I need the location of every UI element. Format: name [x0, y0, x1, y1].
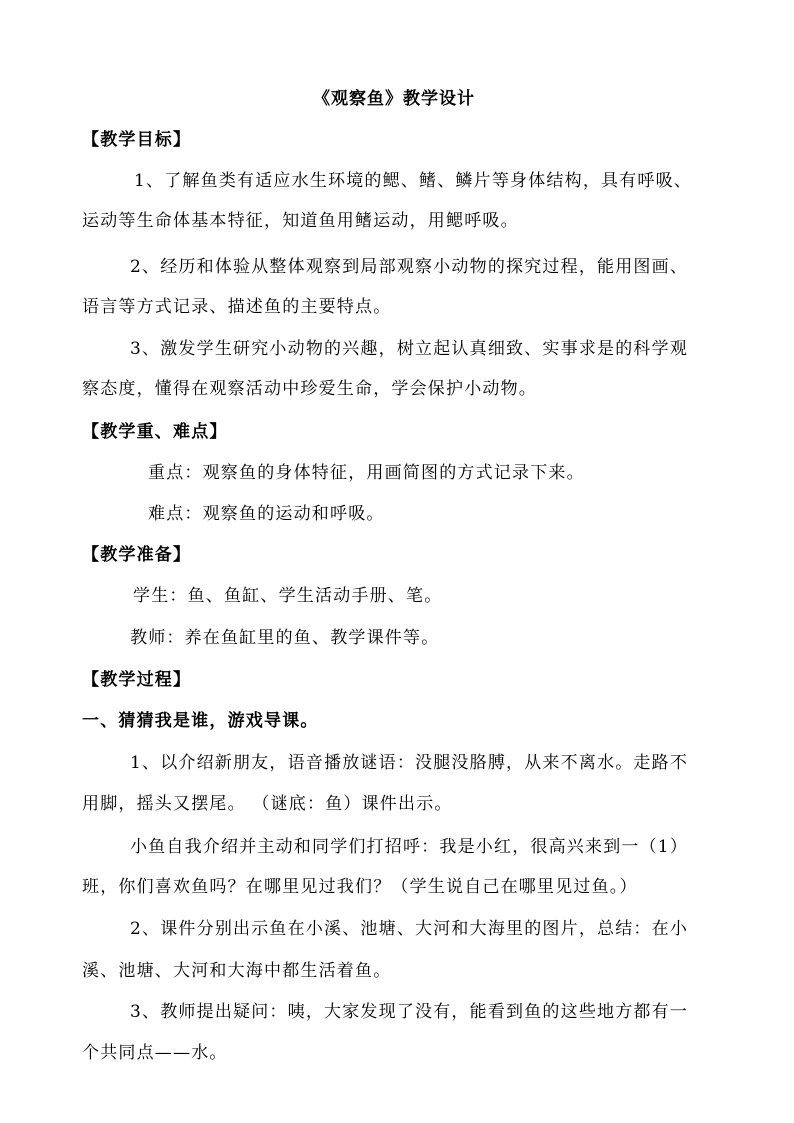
document-title: 《观察鱼》教学设计 [313, 89, 475, 109]
preparation-students: 学生：鱼、鱼缸、学生活动手册、笔。 [133, 586, 443, 606]
process-step-2-line-2: 溪、池塘、大河和大海中都生活着鱼。 [82, 961, 392, 981]
section-heading-process: 【教学过程】 [82, 670, 192, 690]
section-heading-goals: 【教学目标】 [82, 130, 192, 150]
section-heading-key-points: 【教学重、难点】 [82, 422, 228, 442]
section-heading-preparation: 【教学准备】 [82, 545, 192, 565]
goal-2-line-2: 语言等方式记录、描述鱼的主要特点。 [82, 297, 392, 317]
difficult-point-text: 难点：观察鱼的运动和呼吸。 [148, 504, 385, 524]
goal-1-line-1: 1、了解鱼类有适应水生环境的鳃、鳍、鳞片等身体结构，具有呼吸、 [134, 171, 693, 191]
goal-1-line-2: 运动等生命体基本特征，知道鱼用鳍运动，用鳃呼吸。 [82, 211, 519, 231]
process-step-3-line-1: 3、教师提出疑问：咦，大家发现了没有，能看到鱼的这些地方都有一 [130, 1002, 689, 1022]
process-step-2-line-1: 2、课件分别出示鱼在小溪、池塘、大河和大海里的图片，总结：在小 [130, 919, 689, 939]
process-step-1-line-2: 用脚，摇头又摆尾。 （谜底：鱼）课件出示。 [82, 794, 453, 814]
preparation-teacher: 教师：养在鱼缸里的鱼、教学课件等。 [130, 628, 440, 648]
goal-2-line-1: 2、经历和体验从整体观察到局部观察小动物的探究过程，能用图画、 [130, 257, 689, 277]
goal-3-line-1: 3、激发学生研究小动物的兴趣，树立起认真细致、实事求是的科学观 [130, 339, 689, 359]
key-point-text: 重点：观察鱼的身体特征，用画简图的方式记录下来。 [148, 463, 585, 483]
process-step-3-line-2: 个共同点——水。 [82, 1043, 228, 1063]
process-part-1-heading: 一、猜猜我是谁，游戏导课。 [82, 711, 319, 731]
goal-3-line-2: 察态度，懂得在观察活动中珍爱生命，学会保护小动物。 [82, 379, 537, 399]
process-step-1b-line-2: 班，你们喜欢鱼吗？在哪里见过我们？（学生说自己在哪里见过鱼。） [82, 877, 638, 897]
process-step-1b-line-1: 小鱼自我介绍并主动和同学们打招呼：我是小红，很高兴来到一（1） [130, 837, 689, 857]
process-step-1-line-1: 1、以介绍新朋友，语音播放谜语：没腿没胳膊，从来不离水。走路不 [130, 753, 689, 773]
